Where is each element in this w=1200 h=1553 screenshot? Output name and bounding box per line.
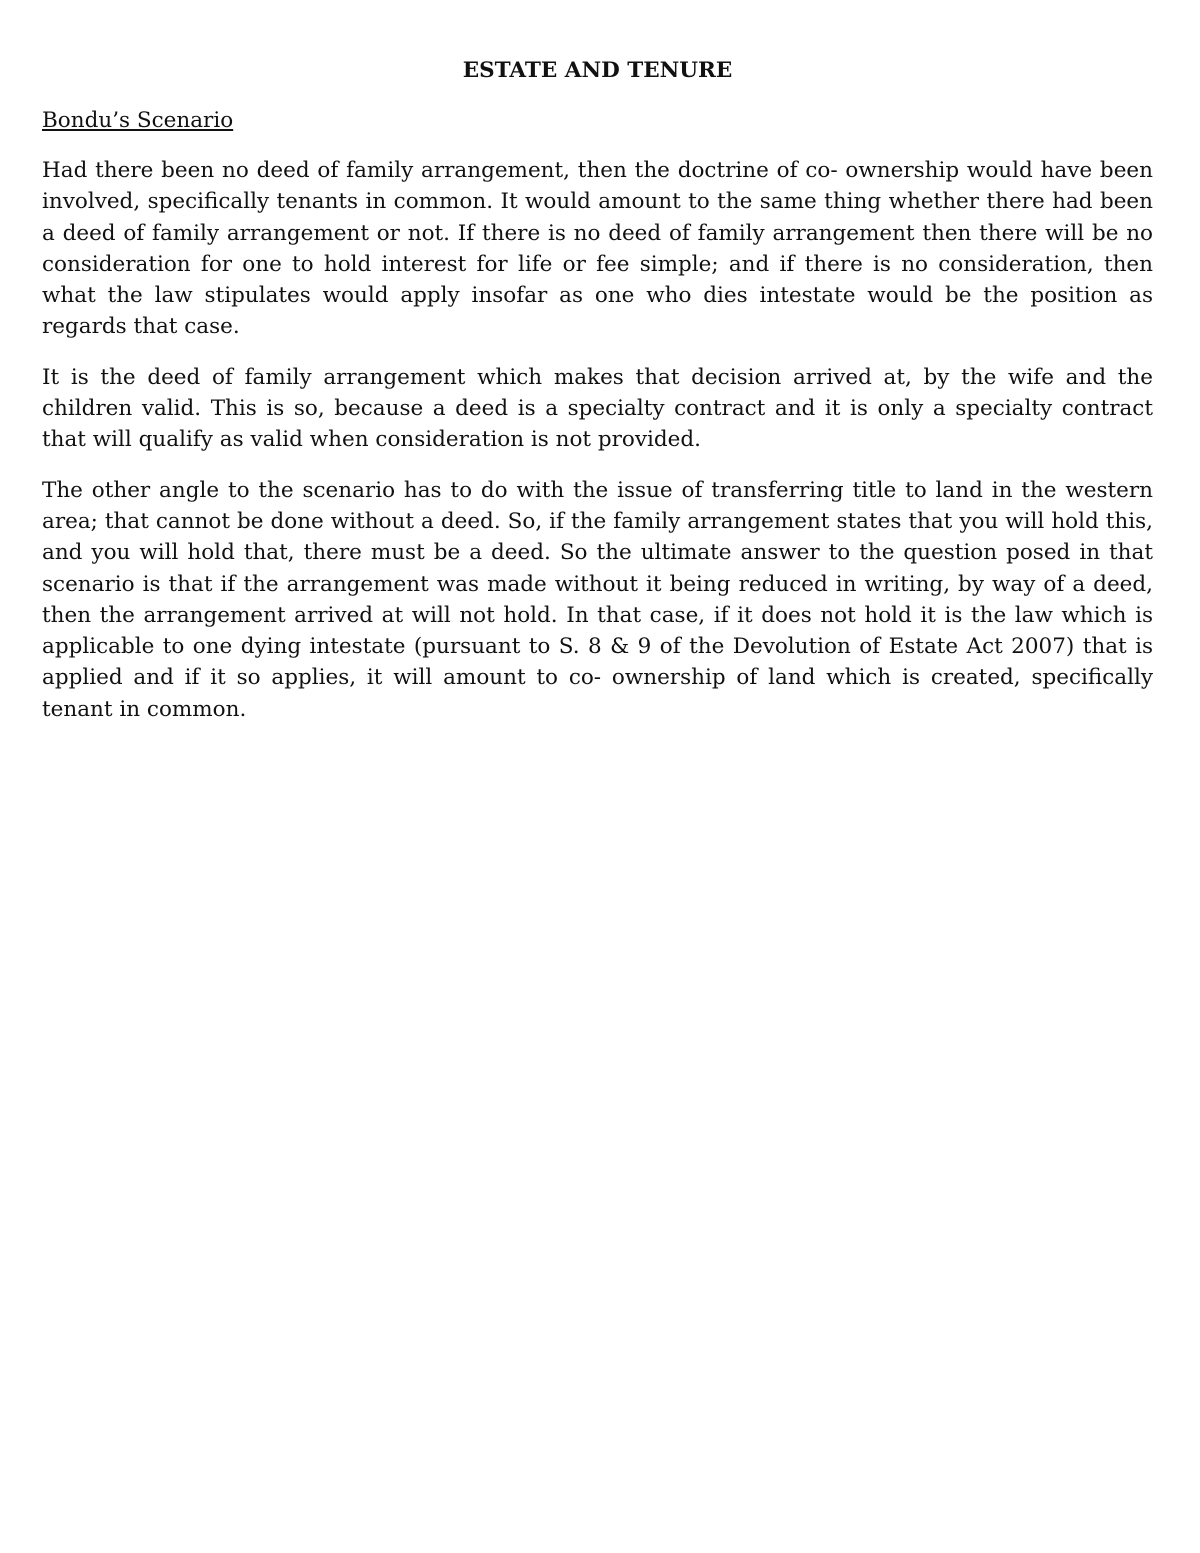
document-title: ESTATE AND TENURE	[462, 58, 733, 83]
paragraph-1: Had there been no deed of family arrangement, then the doctrine of co- ownership would have been involved, specifically tenants in common. It would amount to the same thing whether there had been a deed of family arrangement or not. If there is no deed of family arrangement then there will be no consideration for one to hold interest for life or fee simple; and if there is no consideration, then what the law stipulates would apply insofar as one who dies intestate would be the position as regards that case.	[42, 158, 1153, 340]
section-heading: Bondu’s Scenario	[42, 108, 234, 133]
paragraph-3: The other angle to the scenario has to do with the issue of transferring title to land in the western area; that cannot be done without a deed. So, if the family arrangement states that you will hold this, and you will hold that, there must be a deed. So the ultimate answer to the question posed in that scenario is that if the arrangement was made without it being reduced in writing, by way of a deed, then the arrangement arrived at will not hold. In that case, if it does not hold it is the law which is applicable to one dying intestate (pursuant to S. 8 & 9 of the Devolution of Estate Act 2007) that is applied and if it so applies, it will amount to co- ownership of land which is created, specifically tenant in common.	[42, 477, 1153, 722]
paragraph-2: It is the deed of family arrangement which makes that decision arrived at, by the wife and the children valid. This is so, because a deed is a specialty contract and it is only a specialty contract that will qualify as valid when consideration is not provided.	[42, 364, 1153, 453]
document-body	[42, 55, 1153, 744]
